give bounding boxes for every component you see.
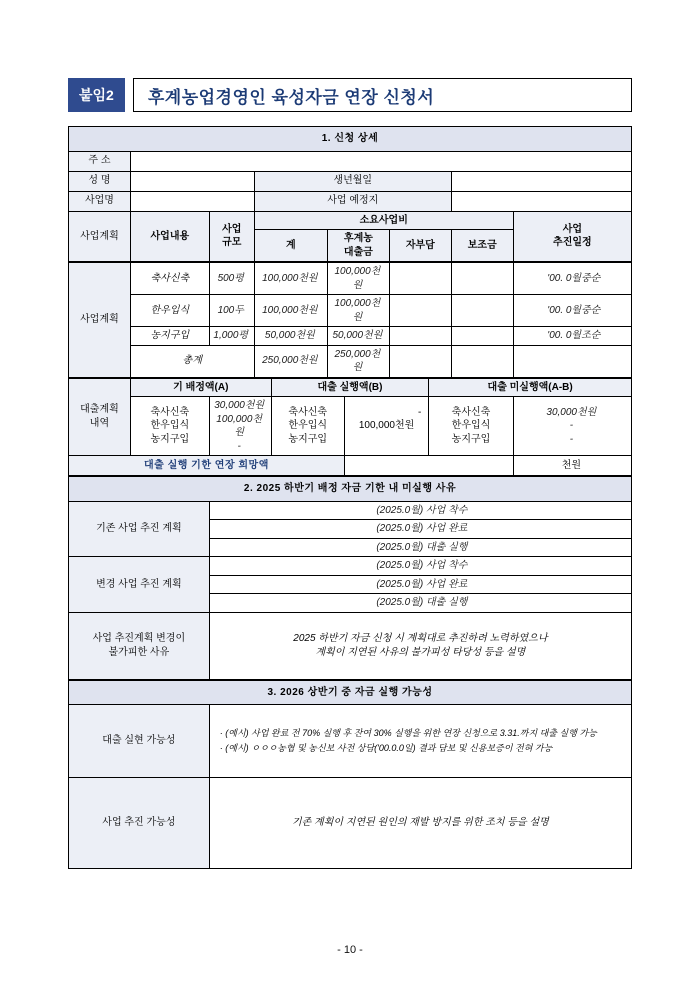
label-change-reason: 사업 추진계획 변경이 불가피한 사유: [69, 612, 210, 679]
allocated-items: 축사신축 한우입식 농지구입: [130, 397, 209, 456]
plan-schedule-2: '00. 0월조순: [513, 327, 631, 346]
loan-feasibility-text[interactable]: [209, 705, 631, 778]
document-header: [68, 78, 632, 112]
plan-self-1: [389, 295, 451, 327]
loan-feasibility-item-0: · (예시) 사업 완료 전 70% 실행 후 잔여 30% 실행을 위한 연장 신청으로 3.31.까지 대출 실행 가능: [219, 727, 597, 738]
plan-subsidy-2: [451, 327, 513, 346]
label-business-plan: 사업계획: [69, 211, 131, 262]
header-allocated: 기 배정액(A): [130, 378, 271, 397]
section-2-title: 2. 2025 하반기 배정 자금 기한 내 미실행 사유: [69, 477, 632, 502]
plan-total-schedule: [513, 345, 631, 377]
plan-subsidy-1: [451, 295, 513, 327]
section-1-table: [68, 126, 632, 262]
plan-total-label: 총계: [130, 345, 254, 377]
label-business-schedule: 사업 예정지: [254, 191, 451, 211]
label-name: 성 명: [69, 171, 131, 191]
header-cost-self: 자부담: [389, 230, 451, 262]
label-loan-plan: 대출계획 내역: [69, 378, 131, 456]
field-birth[interactable]: [451, 171, 631, 191]
label-changed-plan: 변경 사업 추진 계획: [69, 557, 210, 613]
plan-loan-0: 100,000천원: [327, 263, 389, 295]
section-1-title: 1. 신청 상세: [69, 127, 632, 152]
field-business-schedule[interactable]: [451, 191, 631, 211]
wish-amount-label: 대출 실행 기한 연장 희망액: [69, 456, 345, 476]
label-loan-feasibility: 대출 실현 가능성: [69, 705, 210, 778]
header-cost-loan: 후계농 대출금: [327, 230, 389, 262]
unexecuted-amounts: 30,000천원 - -: [513, 397, 631, 456]
plan-total-total: 250,000천원: [254, 345, 327, 377]
plan-scale-0: 500평: [209, 263, 254, 295]
section-2-table: [68, 476, 632, 680]
business-feasibility-text[interactable]: 기존 계획이 지연된 원인의 재발 방지를 위한 조치 등을 설명: [209, 778, 631, 869]
plan-self-2: [389, 327, 451, 346]
label-existing-plan: 기존 사업 추진 계획: [69, 501, 210, 557]
field-name[interactable]: [130, 171, 254, 191]
header-cost-group: 소요사업비: [254, 211, 513, 230]
plan-content-0: 축사신축: [130, 263, 209, 295]
plan-schedule-1: '00. 0월중순: [513, 295, 631, 327]
section-3-table: [68, 680, 632, 870]
plan-total-subsidy: [451, 345, 513, 377]
plan-scale-2: 1,000평: [209, 327, 254, 346]
plan-scale-1: 100두: [209, 295, 254, 327]
label-business-name: 사업명: [69, 191, 131, 211]
header-plan-content: 사업내용: [130, 211, 209, 262]
executed-amount: - 100,000천원: [344, 397, 428, 456]
plan-subsidy-0: [451, 263, 513, 295]
plan-loan-1: 100,000천원: [327, 295, 389, 327]
plan-total-self: [389, 345, 451, 377]
existing-plan-item-2[interactable]: (2025.0월) 대출 실행: [209, 538, 631, 557]
plan-schedule-0: '00. 0월중순: [513, 263, 631, 295]
page-footer: - 10 -: [337, 944, 363, 956]
loan-plan-table: [68, 378, 632, 477]
label-birth: 생년월일: [254, 171, 451, 191]
plan-total-2: 50,000천원: [254, 327, 327, 346]
header-unexecuted: 대출 미실행액(A-B): [429, 378, 632, 397]
field-address[interactable]: [130, 151, 631, 171]
section-1-plan-rows: [68, 262, 632, 378]
wish-amount-unit: 천원: [513, 456, 631, 476]
unexecuted-items: 축사신축 한우입식 농지구입: [429, 397, 513, 456]
executed-items: 축사신축 한우입식 농지구입: [271, 397, 344, 456]
section-3-title: 3. 2026 상반기 중 자금 실행 가능성: [69, 680, 632, 705]
attachment-badge: 붙임2: [68, 78, 125, 112]
header-cost-total: 계: [254, 230, 327, 262]
changed-plan-item-2[interactable]: (2025.0월) 대출 실행: [209, 594, 631, 613]
changed-plan-item-0[interactable]: (2025.0월) 사업 착수: [209, 557, 631, 576]
header-cost-subsidy: 보조금: [451, 230, 513, 262]
plan-self-0: [389, 263, 451, 295]
change-reason-text: 2025 하반기 자금 신청 시 계획대로 추진하려 노력하였으나 계획이 지연된 사유의 불가피성 타당성 등을 설명: [209, 612, 631, 679]
loan-feasibility-item-1: · (예시) ㅇㅇㅇ농협 및 농신보 사전 상담('00.0.0일) 결과 담보 및 신용보증이 전혀 가능: [219, 743, 553, 753]
plan-row: [69, 263, 632, 295]
existing-plan-item-1[interactable]: (2025.0월) 사업 완료: [209, 520, 631, 539]
plan-content-1: 한우입식: [130, 295, 209, 327]
allocated-amounts: 30,000천원 100,000천원 -: [209, 397, 271, 456]
existing-plan-item-0[interactable]: (2025.0월) 사업 착수: [209, 501, 631, 520]
plan-total-1: 100,000천원: [254, 295, 327, 327]
label-address: 주 소: [69, 151, 131, 171]
plan-content-2: 농지구입: [130, 327, 209, 346]
plan-row: [69, 295, 632, 327]
field-business-name[interactable]: [130, 191, 254, 211]
header-schedule: 사업 추진일정: [513, 211, 631, 262]
label-business-feasibility: 사업 추진 가능성: [69, 778, 210, 869]
header-plan-scale: 사업 규모: [209, 211, 254, 262]
label-business-plan-2: 사업계획: [69, 263, 131, 378]
plan-loan-2: 50,000천원: [327, 327, 389, 346]
plan-total-row: [69, 345, 632, 377]
header-executed: 대출 실행액(B): [271, 378, 429, 397]
plan-total-0: 100,000천원: [254, 263, 327, 295]
plan-total-loan: 250,000천원: [327, 345, 389, 377]
plan-row: [69, 327, 632, 346]
wish-amount-field[interactable]: [344, 456, 513, 476]
changed-plan-item-1[interactable]: (2025.0월) 사업 완료: [209, 575, 631, 594]
page-title: 후계농업경영인 육성자금 연장 신청서: [133, 78, 632, 112]
